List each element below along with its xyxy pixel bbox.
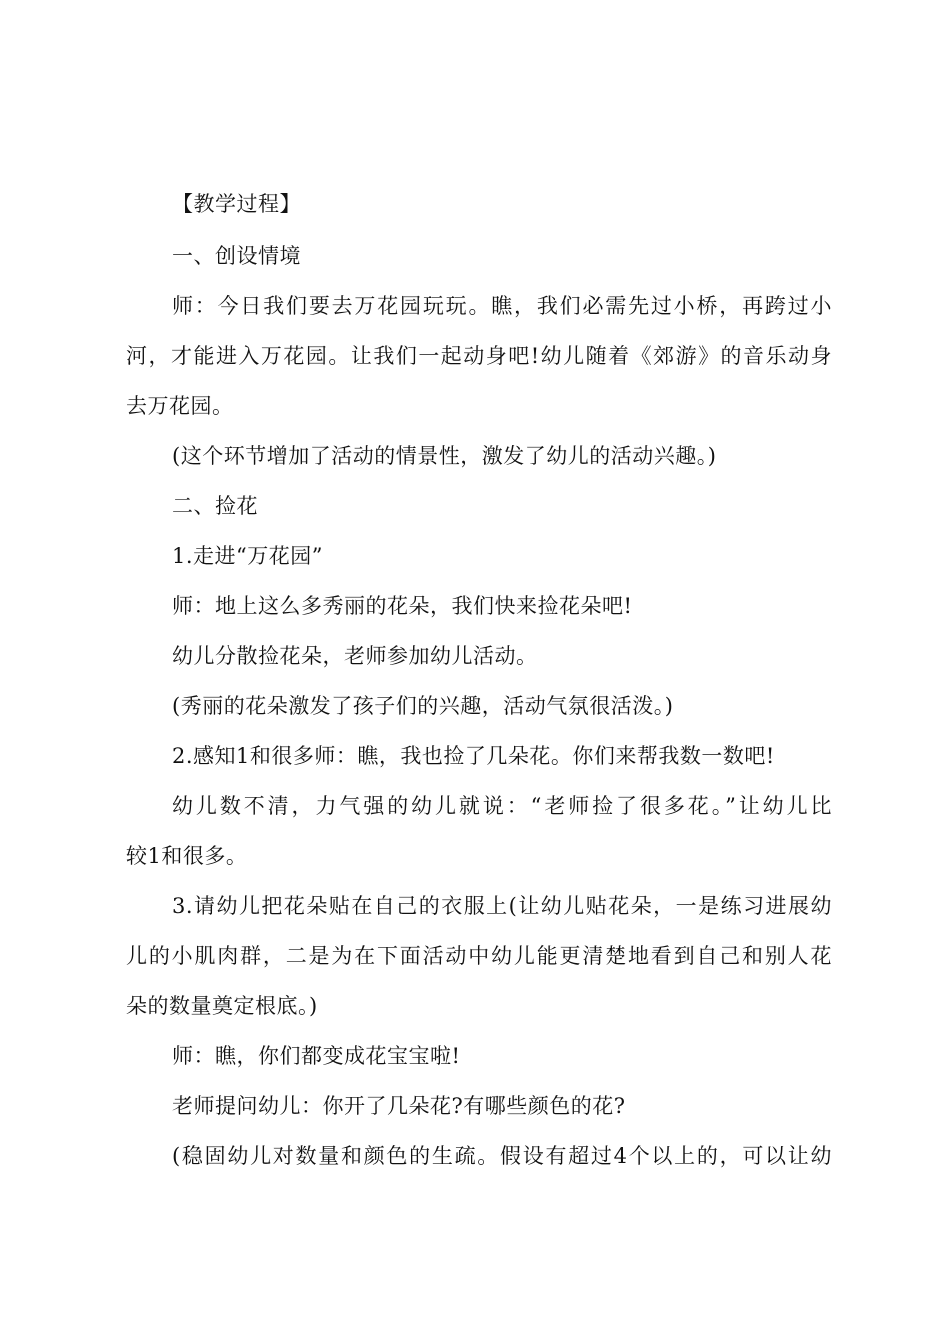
- paragraph-line: 3.请幼儿把花朵贴在自己的衣服上(让幼儿贴花朵，一是练习进展幼: [172, 894, 832, 918]
- paragraph-line: 较1和很多。: [126, 844, 248, 868]
- paragraph-line: 师：瞧，你们都变成花宝宝啦!: [172, 1044, 461, 1068]
- paragraph-line: 去万花园。: [126, 394, 234, 418]
- paragraph-line: 幼儿分散捡花朵，老师参加幼儿活动。: [172, 644, 538, 668]
- paragraph-line: (稳固幼儿对数量和颜色的生疏。假设有超过4个以上的，可以让幼: [172, 1144, 832, 1168]
- paragraph-line: 老师提问幼儿：你开了几朵花?有哪些颜色的花?: [172, 1094, 626, 1118]
- paragraph-line: 朵的数量奠定根底。): [126, 994, 318, 1018]
- paragraph-line: 师：地上这么多秀丽的花朵，我们快来捡花朵吧!: [172, 594, 633, 618]
- paragraph-line: 师：今日我们要去万花园玩玩。瞧，我们必需先过小桥，再跨过小: [172, 294, 832, 318]
- paragraph-line: (这个环节增加了活动的情景性，激发了幼儿的活动兴趣。): [172, 444, 717, 468]
- part-two-heading: 二、捡花: [172, 494, 258, 518]
- paragraph-line: 幼儿数不清，力气强的幼儿就说：“老师捡了很多花。”让幼儿比: [172, 794, 832, 818]
- paragraph-line: (秀丽的花朵激发了孩子们的兴趣，活动气氛很活泼。): [172, 694, 674, 718]
- section-heading: 【教学过程】: [172, 192, 301, 216]
- paragraph-line: 2.感知1和很多师：瞧，我也捡了几朵花。你们来帮我数一数吧!: [172, 744, 775, 768]
- step-heading: 1.走进“万花园”: [172, 544, 324, 568]
- paragraph-line: 儿的小肌肉群，二是为在下面活动中幼儿能更清楚地看到自己和别人花: [126, 944, 832, 968]
- part-one-heading: 一、创设情境: [172, 244, 301, 268]
- paragraph-line: 河，才能进入万花园。让我们一起动身吧!幼儿随着《郊游》的音乐动身: [126, 344, 832, 368]
